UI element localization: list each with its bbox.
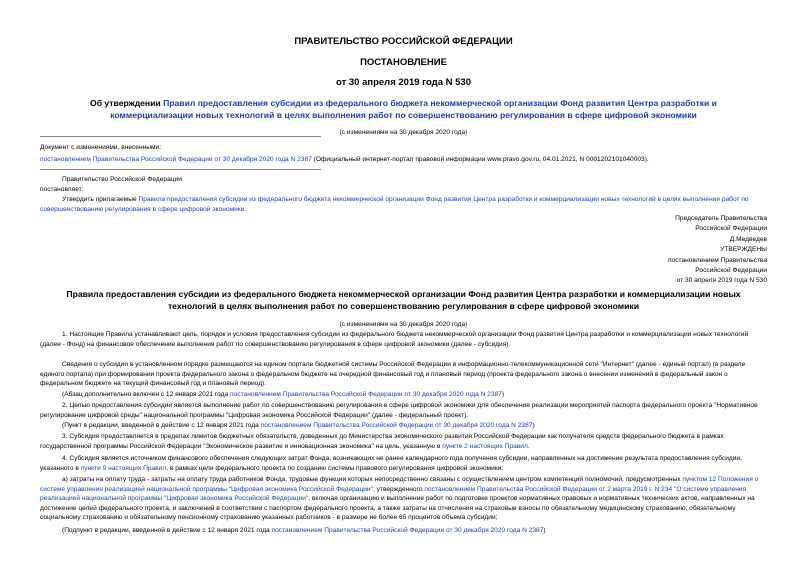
decree-gov: Правительство Российской Федерации	[62, 176, 182, 183]
rules-changes-note: (с изменениями на 30 декабря 2020 года)	[339, 321, 468, 328]
authority-heading: ПРАВИТЕЛЬСТВО РОССИЙСКОЙ ФЕДЕРАЦИИ	[294, 36, 513, 47]
sig-line-3: Д.Медведев	[729, 235, 767, 243]
pa-note-link[interactable]: постановлением Правительства Российской Федерации от 30 декабря 2020 года N 2387	[271, 527, 544, 534]
decree-approve: Утвердить прилагаемые Правила предоставления субсидии из федерального бюджета некоммерческой организации Фонд развития Центра разработки и коммерциализации новых технологий в целях выполнения работ по совершенствованию регулирования в сфере цифровой экономики.	[40, 196, 749, 213]
amend-rest: (Официальный интернет-портал правовой информации www.pravo.gov.ru, 04.01.2021, N 0001202101040003).	[311, 156, 649, 163]
approved-by-2: Российской Федерации	[695, 267, 767, 275]
title-prefix: Об утверждении	[90, 98, 164, 108]
rules-p4: 4. Субсидия является источником финансового обеспечения следующих затрат Фонда, возникающих не ранее календарного года получения субсидии, направленных на достижение результата предоставления субсидии, указанного в пункте 9 настоящих Правил, в рамках цели федерального проекта по созданию системы правового регулирования цифровой экономики:	[40, 455, 742, 472]
decree-decides: постановляет:	[40, 186, 84, 193]
approved-label: УТВЕРЖДЕНЫ	[720, 246, 767, 254]
approved-by-1: постановлением Правительства	[667, 256, 767, 264]
rules-p1: 1. Настоящие Правила устанавливают цель, порядок и условия предоставления субсидии из федерального бюджета некоммерческой организации Фонд развития Центра разработки и коммерциализации новых технологий (далее - Фонд) на финансовое обеспечение выполнения работ по совершенствованию регулирования в сфере цифровой экономики (далее - субсидия).	[40, 331, 749, 348]
document-title	[40, 97, 767, 121]
p3-link[interactable]: пункте 2 настоящих Правил	[442, 442, 528, 450]
amend-label: Документ с изменениями, внесенными:	[40, 144, 162, 151]
pa-link-1[interactable]: пунктом 12 Положения о системе управления реализацией национальной программы "Цифровая экономика Российской Федерации"	[40, 476, 759, 493]
date-number-heading: от 30 апреля 2019 года N 530	[336, 77, 471, 88]
divider	[40, 136, 321, 137]
rules-pa-note: (Подпункт в редакции, введенной в действие с 12 января 2021 года постановлением Правительства Российской Федерации от 30 декабря 2020 года N 2387)	[62, 527, 546, 534]
approve-rules-link[interactable]: Правила предоставления субсидии из федерального бюджета некоммерческой организации Фонд развития Центра разработки и коммерциализации новых технологий в целях выполнения работ по совершенствованию регулирования в сфере цифровой экономики	[40, 196, 749, 213]
divider	[40, 169, 321, 170]
rules-title: Правила предоставления субсидии из федерального бюджета некоммерческой организации Фонд развития Центра разработки и коммерциализации новых технологий в целях выполнения работ по совершенствованию регулирования в сфере цифровой экономики	[66, 289, 741, 311]
pa-link-2[interactable]: постановлением Правительства Российской Федерации от 2 марта 2019 г. N 234 "О системе управления реализацией национальной программы "Цифровая экономика Российской Федерации"	[40, 485, 747, 503]
rules-p1b: Сведения о субсидии в установленном порядке размещаются на едином портале бюджетной системы Российской Федерации в информационно-телекоммуникационной сети "Интернет" (далее - единый портал) (в разделе единого портала) при формировании проекта федерального закона о федеральном бюджете на очередной финансовый год и плановый период (проекта федерального закона о внесении изменений в федеральный закон о федеральном бюджете на текущий финансовый год и плановый период).	[40, 361, 746, 388]
changes-note: (с изменениями на 30 декабря 2020 года)	[339, 129, 468, 136]
p2-note-link[interactable]: постановлением Правительства Российской Федерации от 30 декабря 2020 года N 2387	[260, 422, 533, 429]
doc-type-heading: ПОСТАНОВЛЕНИЕ	[360, 57, 447, 68]
title-link[interactable]: Правил предоставления субсидии из федерального бюджета некоммерческой организации Фонд развития Центра разработки и коммерциализации новых технологий в целях выполнения работ по совершенствованию регулирования в сфере цифровой экономики	[110, 98, 717, 120]
amend-link[interactable]: постановлением Правительства Российской Федерации от 30 декабря 2020 года N 2387	[40, 156, 312, 163]
p1b-note-link[interactable]: постановлением Правительства Российской Федерации от 30 декабря 2020 года N 2387	[230, 391, 502, 398]
rules-p3: 3. Субсидия предоставляется в пределах лимитов бюджетных обязательств, доведенных до Министерства экономического развития Российской Федерации как получателя средств федерального бюджета в рамках государственной программы Российской Федерации "Экономическое развитие и инновационная экономика" на цель, указанную в пункте 2 настоящих Правил.	[40, 433, 724, 450]
rules-pa: а) затраты на оплату труда - затраты на оплату труда работников Фонда, трудовые функции которых непосредственно связаны с осуществлением центром компетенций полномочий, предусмотренных пунктом 12 Положения о системе управления реализацией национальной программы "Цифровая экономика Российской Федерации", утвержденного постановлением Правительства Российской Федерации от 2 марта 2019 г. N 234 "О системе управления реализацией национальной программы "Цифровая экономика Российской Федерации", включая организацию и выполнение работ по подготовке проектов нормативных правовых и нормативных технических актов, направленных на достижение целей федерального проекта, и заключений в соответствии с паспортом федерального проекта, а также затраты на отчисления на страховые взносы по обязательному медицинскому страхованию, обязательному социальному страхованию и обязательному пенсионному страхованию указанных работников - в размере не более 65 процентов объема субсидии;	[40, 476, 759, 522]
sig-line-1: Председатель Правительства	[675, 215, 767, 222]
rules-p2-note: (Пункт в редакции, введенной в действие с 12 января 2021 года постановлением Правительства Российской Федерации от 30 декабря 2020 года N 2387)	[62, 422, 535, 429]
signature-block	[668, 214, 767, 287]
approved-by-3: от 30 апреля 2019 года N 530	[676, 277, 767, 285]
rules-p2: 2. Целью предоставления субсидии является выполнение работ по совершенствованию регулирования в сфере цифровой экономики для обеспечения реализации мероприятий паспорта федерального проекта "Нормативное регулирование цифровой среды" национальной программы "Цифровая экономика Российской Федерации" (далее - федеральный проект).	[40, 402, 758, 419]
sig-line-2: Российской Федерации	[695, 225, 767, 233]
rules-p1b-note: (Абзац дополнительно включен с 12 января 2021 года постановлением Правительства Российской Федерации от 30 декабря 2020 года N 2387)	[62, 391, 505, 398]
p4-link[interactable]: пункте 9 настоящих Правил	[80, 464, 167, 472]
amend-line	[40, 155, 780, 164]
